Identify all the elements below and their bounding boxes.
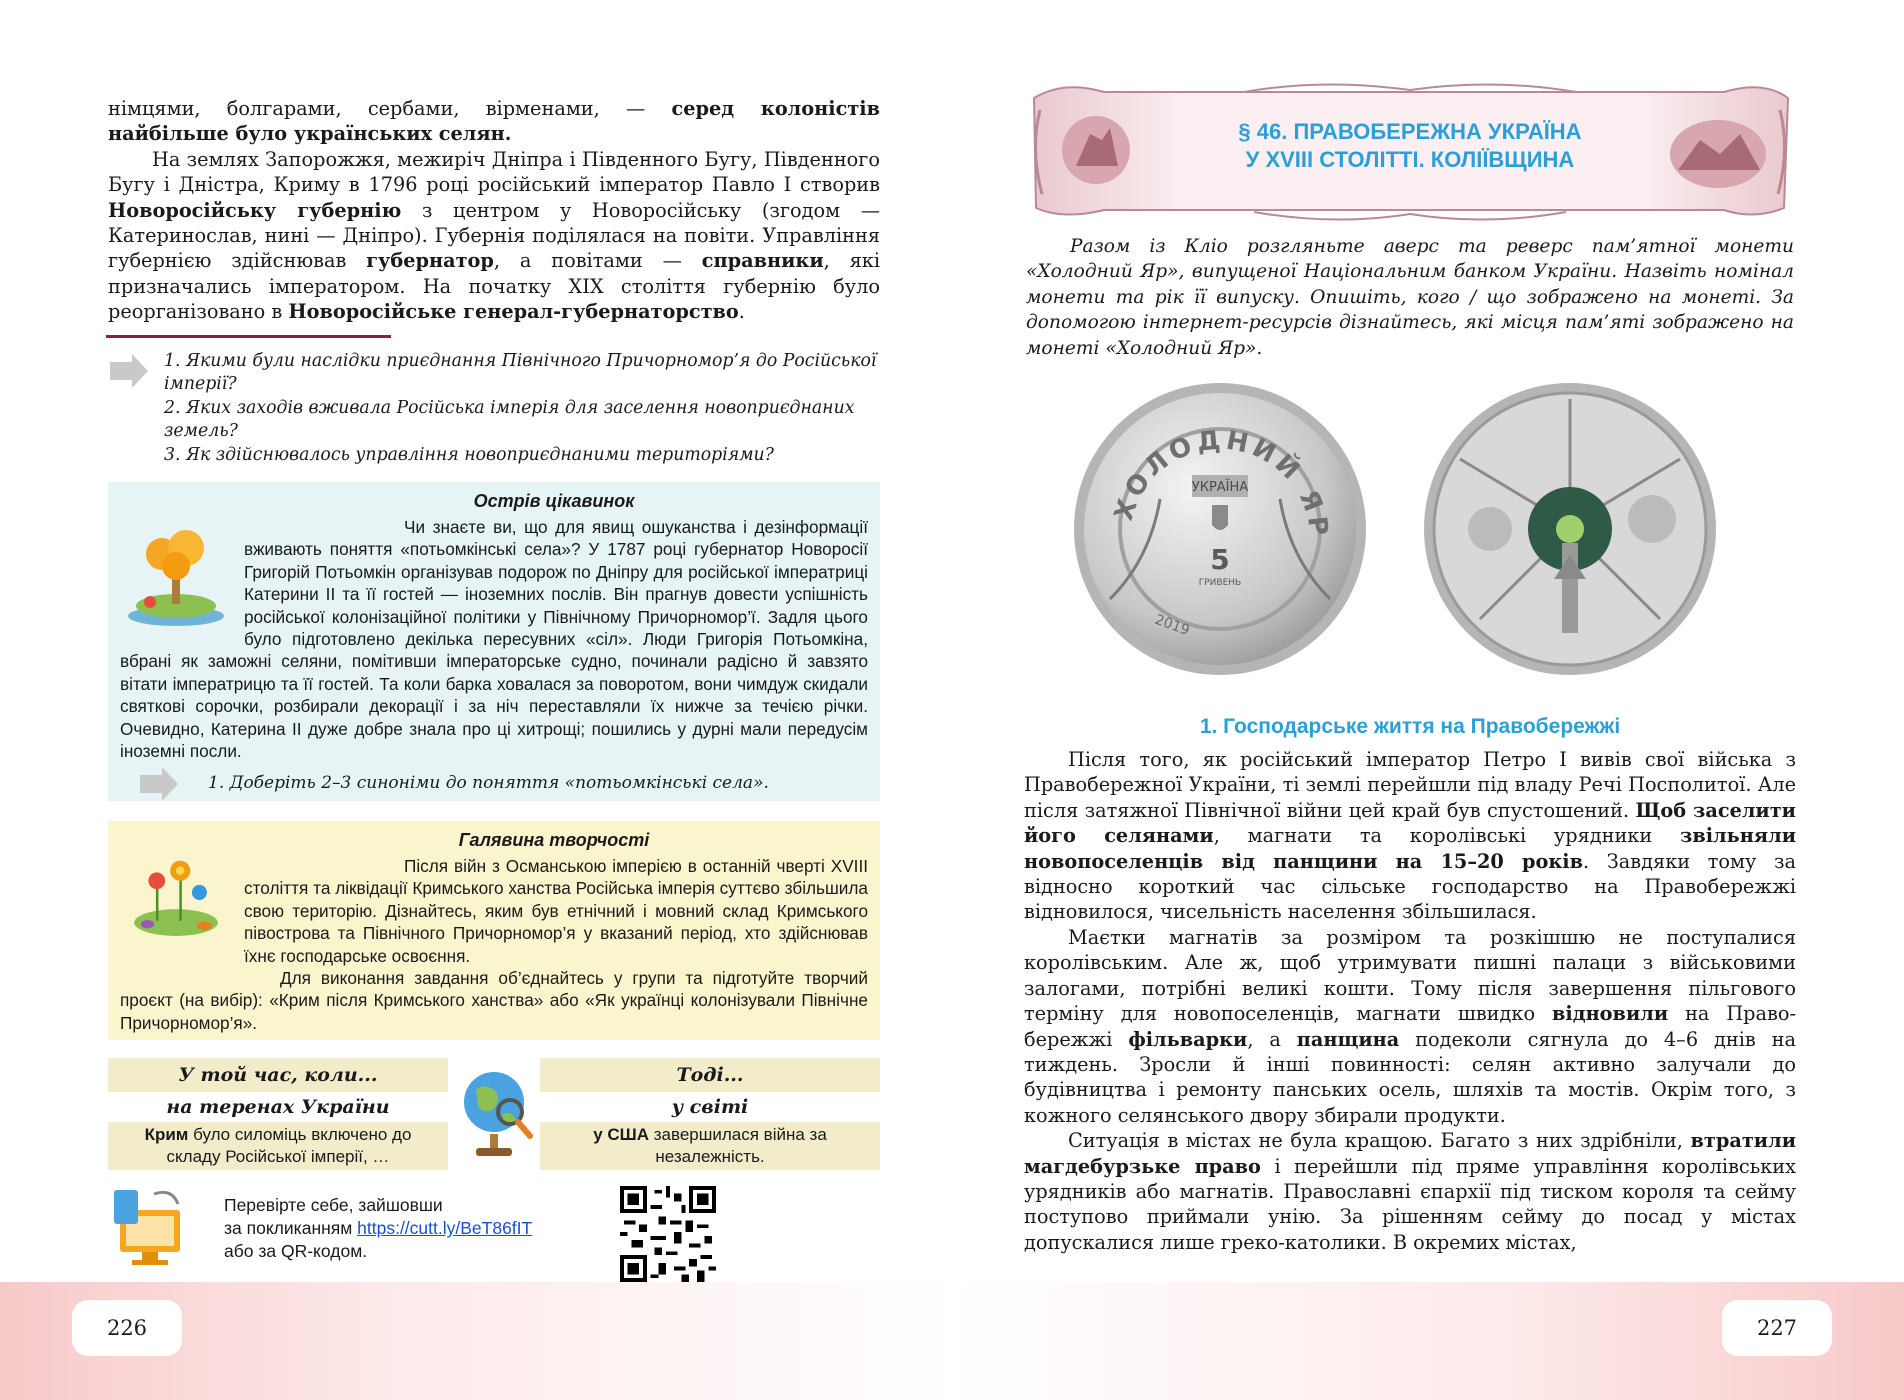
self-check-line (224, 1217, 532, 1240)
page-number-right: 227 (1722, 1300, 1832, 1356)
compare-text (108, 1122, 448, 1170)
creativity-box (108, 821, 880, 1041)
curiosity-box (108, 482, 880, 801)
curiosity-task (120, 771, 868, 795)
bold-text: справники (701, 249, 824, 273)
left-page (108, 96, 880, 1290)
bold-text: фільварки (1128, 1027, 1248, 1051)
comparison-table (108, 1058, 880, 1170)
text-run: німцями, болгарами, сербами, вірменами, — (108, 97, 672, 120)
body-text (108, 96, 880, 325)
paragraph (108, 147, 880, 325)
coin-unit: ГРИВЕНЬ (1198, 578, 1242, 589)
text-run: Маєтки магнатів за розміром та розкішшю не поступалися королівським. Але ж, щоб утримувати пишні палаци з військовими залогами, потрібні великі кошти. Тому після завершення пільгового терміну для новопоселенців, магнати швидко (1024, 925, 1796, 1026)
paragraph (1024, 925, 1796, 1128)
page-number-left: 226 (72, 1300, 182, 1356)
compare-header: Тоді... (540, 1058, 880, 1092)
compare-text (540, 1122, 880, 1170)
text-run: з центром у Новоросійську (згодом — Катеринослав, нині — Дніпро). Губернія поділялася на повіти. Управління губернією здійснював (108, 198, 880, 273)
creativity-text-2: Для виконання завдання об’єднайтесь у групи та підготуйте творчий проєкт (на вибір): «Крим після Кримського ханства» або «Як українці колонізували Північне Причорномор’я». (120, 967, 868, 1033)
text-run: . Завдяки тому за відносно короткий час сільське господарство на Правобережжі відновилося, чисельність населення збільшилася. (1024, 849, 1797, 924)
section-divider (106, 335, 391, 338)
bold-text: серед колоністів найбільше було українських селян. (108, 97, 880, 146)
bold-text: відновили (1552, 1002, 1669, 1026)
task-text: 1. Доберіть 2–3 синоніми до поняття «потьомкінські села». (208, 772, 769, 793)
text-run: Разом із Кліо розгляньте аверс та реверс пам’ятної монети «Холодний Яр», випущеної Національним банком України. Назвіть номінал монети та рік її випуску. Опишіть, кого / що зображено на монеті. За допомогою інтернет-ресурсів дізнайтесь, які місця пам’яті зображено на монеті «Холодний Яр». (1026, 236, 1794, 359)
bold-text: у США (593, 1125, 650, 1145)
text-run: , а (1247, 1027, 1297, 1051)
coin-images (1024, 379, 1796, 719)
qr-code[interactable] (620, 1184, 716, 1284)
bold-text: втратили магдебурзьке право (1024, 1129, 1796, 1178)
bold-text: Щоб заселити його селянами (1024, 798, 1796, 848)
self-check (108, 1184, 880, 1290)
text-run: , які призначались імператором. На початку XIX століття губернію було реорганізовано в (108, 249, 881, 324)
curiosity-box-text (120, 516, 868, 762)
arrow-right-icon (138, 765, 180, 803)
section-banner (1024, 70, 1796, 230)
arrow-right-icon (108, 352, 150, 390)
text-run: за покликанням (224, 1218, 358, 1239)
question-item: 1. Якими були наслідки приєднання Північного Причорномор’я до Російської імперії? (164, 350, 877, 395)
text-run: і перейшли під пряме управління королівських урядників або магнатів. Православні єпархії під тиском короля та сейму поступово приймали унію. За рішенням сейму до посад у містах допускалися лише греко-католики. В окремих містах, (1024, 1154, 1796, 1254)
subsection-heading: 1. Господарське життя на Правобережжі (1199, 715, 1621, 739)
text-run: Після того, як російський імператор Петро І вивів свої війська з Правобережної України, ті землі перейшли під владу Речі Посполитої. Але після затяжної Північної війни цей край був спустошений. (1024, 748, 1796, 822)
text-run: На землях Запорожжя, межиріч Дніпра і Південного Бугу, Південного Бугу і Дністра, Криму в 1796 році російський імператор Павло І створив (108, 147, 880, 197)
text-run: на Правобережжі (1024, 1002, 1796, 1051)
paragraph (1024, 747, 1796, 925)
bold-text: звільняли новопоселенців від панщини на 15–20 років (1024, 824, 1796, 873)
coin-arc-text: ХОЛОДНИЙ ЯР (1108, 425, 1334, 542)
question-item: 2. Яких заходів вживала Російська імперія для заселення новоприєднаних земель? (164, 397, 855, 442)
text-run: . (738, 300, 745, 324)
compare-ukraine (108, 1058, 448, 1170)
self-check-line: Перевірте себе, зайшовши (224, 1195, 443, 1216)
creativity-text-1 (120, 855, 868, 967)
coin-obverse (1070, 379, 1370, 679)
review-questions (108, 350, 880, 468)
footer-band (0, 1282, 1904, 1400)
self-check-text (224, 1194, 532, 1263)
island-tree-icon (120, 520, 232, 630)
text-run: завершилася війна за незалежність. (649, 1125, 827, 1167)
coin-denomination: 5 (1210, 543, 1230, 577)
bold-text: Новоросійське генерал-губернаторство (288, 300, 739, 324)
computer-icon (108, 1184, 198, 1270)
right-page (1024, 96, 1796, 1255)
compare-subheader: у світі (671, 1096, 749, 1119)
section-title (1024, 118, 1796, 174)
globe-magnifier-icon (456, 1062, 536, 1166)
section-title-line: У XVIII СТОЛІТТІ. КОЛІЇВЩИНА (1245, 147, 1575, 172)
bold-text: панщина (1296, 1027, 1400, 1051)
coin-year: 2019 (1152, 611, 1192, 639)
compare-subheader: на теренах України (166, 1096, 390, 1119)
text-run: Чи знаєте ви, що для явищ ошуканства і дезінформації вживають поняття «потьомкінські села»? У 1787 році губернатор Новоросії Григорій Потьомкін організував подорож по Дніпру для російської імператриці Катерини ІІ та її гостей — іноземних послів. Він прагнув довести успішність російської колонізаційної політики у Північному Причорномор’ї. Задля цього було підготовлено декілька пересувних «сіл». Люди Григорія Потьомкіна, вбрані як заможні селяни, помітивши імператорське судно, починали радісно й завзято вітати імператрицю та її гостей. Та коли барка ховалася за поворотом, вони чимдуж скидали святкові сорочки, розбирали декорації і за ніч переставляли їх нижче за течією річки. Очевидно, Катерина ІІ дуже добре знала про ці хитрощі; пошились у дурні мали передусім іноземні посли. (120, 517, 868, 762)
self-check-link[interactable]: https://cutt.ly/BeT86fIT (357, 1218, 533, 1239)
compare-header: У той час, коли... (108, 1058, 448, 1092)
meadow-flowers-icon (120, 859, 232, 951)
paragraph (108, 96, 880, 147)
coin-reverse (1420, 379, 1720, 679)
self-check-line: або за QR-кодом. (224, 1241, 368, 1262)
question-item: 3. Як здійснювалось управління новоприєднаними територіями? (164, 445, 774, 466)
text-run: , магнати та королівські урядники (1213, 824, 1681, 848)
creativity-box-title: Галявина творчості (458, 829, 650, 850)
section-title-line: § 46. ПРАВОБЕРЕЖНА УКРАЇНА (1238, 119, 1582, 144)
text-run: , а повітами — (493, 249, 702, 273)
intro-text (1024, 234, 1796, 361)
text-run: подеколи сягнула до 4–6 днів на тиждень. Зросли й інші повинності: селян активно залучали до будівництва і ремонту панських осель, шляхів та мостів. Окрім того, з кожного селянського двору збирали продукти. (1024, 1027, 1796, 1127)
curiosity-box-title: Острів цікавинок (473, 490, 635, 511)
bold-text: Новоросійську губернію (108, 198, 402, 222)
body-text (1024, 747, 1796, 1255)
paragraph (1024, 1128, 1796, 1255)
compare-world (540, 1058, 880, 1170)
bold-text: Крим (144, 1125, 189, 1145)
text-run: було силоміць включено до складу Російської імперії, … (166, 1125, 412, 1167)
text-run: Ситуація в містах не була кращою. Багато з них здрібніли, (1068, 1129, 1691, 1153)
bold-text: губернатор (366, 249, 494, 273)
text-run: Після війн з Османською імперією в останній чверті XVIII століття та ліквідації Кримського ханства Російська імперія суттєво збільшила свою територію. Дізнайтесь, яким був етнічний і мовний склад Кримського півострова та Північного Причорномор’я у вказаний період, хто здійснював їхнє господарське освоєння. (244, 855, 868, 966)
coin-country: УКРАЇНА (1191, 480, 1249, 496)
